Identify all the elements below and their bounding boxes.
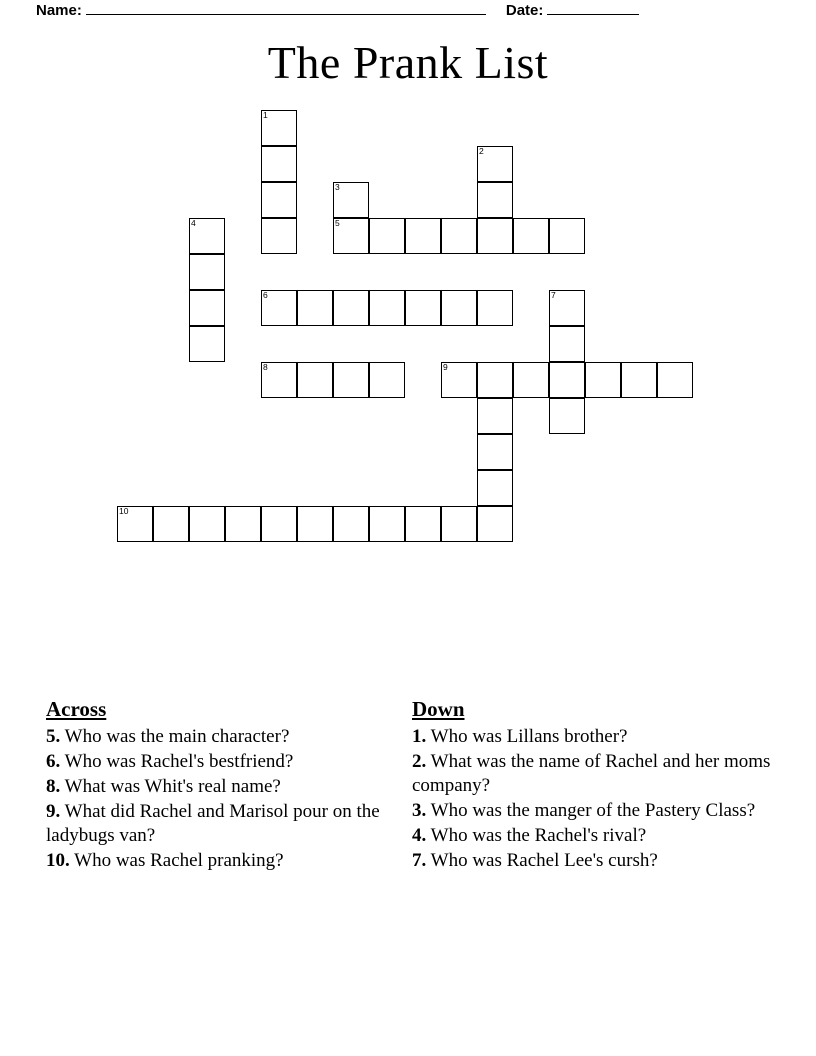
grid-cell-number: 7 (551, 290, 556, 300)
clue-number: 7. (412, 850, 427, 872)
grid-cell[interactable] (261, 182, 297, 218)
grid-cell[interactable] (297, 362, 333, 398)
grid-cell[interactable] (189, 290, 225, 326)
clue-text: Who was the main character? (60, 725, 290, 747)
grid-cell-number: 10 (119, 506, 129, 516)
grid-cell-number: 4 (191, 218, 196, 228)
grid-cell[interactable] (441, 218, 477, 254)
grid-cell[interactable] (549, 398, 585, 434)
clue-number: 10. (46, 850, 70, 872)
grid-cell[interactable] (261, 110, 297, 146)
name-blank-line[interactable] (86, 0, 486, 15)
grid-cell[interactable] (441, 290, 477, 326)
clue-text: Who was Rachel Lee's cursh? (426, 850, 658, 872)
across-clue-6 (46, 750, 386, 774)
grid-cell[interactable] (513, 362, 549, 398)
clues-section (46, 696, 776, 976)
grid-cell[interactable] (441, 362, 477, 398)
grid-cell-number: 8 (263, 362, 268, 372)
clue-number: 1. (412, 725, 427, 747)
clue-text: What was the name of Rachel and her moms company? (412, 750, 771, 796)
grid-cell[interactable] (477, 398, 513, 434)
down-clue-2 (412, 750, 772, 798)
grid-cell[interactable] (189, 326, 225, 362)
grid-cell[interactable] (333, 182, 369, 218)
grid-cell[interactable] (333, 506, 369, 542)
date-blank-line[interactable] (547, 0, 639, 15)
grid-cell[interactable] (441, 506, 477, 542)
down-clue-4 (412, 824, 772, 848)
across-clues-column (46, 696, 386, 874)
worksheet-header (36, 0, 780, 26)
grid-cell[interactable] (189, 218, 225, 254)
grid-cell[interactable] (369, 362, 405, 398)
down-heading: Down (412, 697, 465, 721)
grid-cell-number: 3 (335, 182, 340, 192)
grid-cell[interactable] (549, 218, 585, 254)
grid-cell[interactable] (585, 362, 621, 398)
grid-cell[interactable] (333, 218, 369, 254)
grid-cell[interactable] (549, 326, 585, 362)
clue-number: 4. (412, 825, 427, 847)
grid-cell[interactable] (189, 254, 225, 290)
clue-text: Who was Rachel pranking? (69, 850, 284, 872)
grid-cell[interactable] (261, 290, 297, 326)
grid-cell[interactable] (153, 506, 189, 542)
grid-cell[interactable] (477, 146, 513, 182)
grid-cell[interactable] (225, 506, 261, 542)
clue-text: Who was Lillans brother? (426, 725, 628, 747)
grid-cell[interactable] (405, 506, 441, 542)
clue-number: 3. (412, 800, 427, 822)
grid-cell[interactable] (297, 506, 333, 542)
grid-cell[interactable] (405, 290, 441, 326)
clue-text: Who was the manger of the Pastery Class? (426, 800, 756, 822)
grid-cell[interactable] (261, 146, 297, 182)
clue-text: Who was the Rachel's rival? (426, 825, 647, 847)
grid-cell[interactable] (549, 290, 585, 326)
down-clue-1 (412, 725, 772, 749)
grid-cell[interactable] (261, 218, 297, 254)
date-label: Date: (505, 2, 544, 19)
across-clue-list (46, 725, 386, 874)
grid-cell[interactable] (657, 362, 693, 398)
across-clue-9 (46, 800, 386, 848)
clue-text: What did Rachel and Marisol pour on the ladybugs van? (46, 801, 380, 847)
grid-cell[interactable] (405, 218, 441, 254)
grid-cell[interactable] (369, 290, 405, 326)
grid-cell[interactable] (261, 362, 297, 398)
grid-cell[interactable] (333, 362, 369, 398)
clue-number: 5. (46, 725, 61, 747)
across-clue-10 (46, 849, 386, 873)
across-clue-5 (46, 725, 386, 749)
grid-cell[interactable] (333, 290, 369, 326)
grid-cell-number: 5 (335, 218, 340, 228)
clue-text: Who was Rachel's bestfriend? (60, 750, 294, 772)
grid-cell[interactable] (477, 218, 513, 254)
grid-cell[interactable] (513, 218, 549, 254)
grid-cell-number: 1 (263, 110, 268, 120)
crossword-grid[interactable] (0, 110, 816, 550)
clue-text: What was Whit's real name? (60, 775, 281, 797)
grid-cell[interactable] (477, 470, 513, 506)
down-clues-column (412, 696, 772, 874)
grid-cell[interactable] (549, 362, 585, 398)
down-clue-list (412, 725, 772, 874)
grid-cell-number: 2 (479, 146, 484, 156)
grid-cell[interactable] (369, 218, 405, 254)
clue-number: 6. (46, 750, 61, 772)
grid-cell[interactable] (369, 506, 405, 542)
grid-cell[interactable] (621, 362, 657, 398)
grid-cell[interactable] (477, 182, 513, 218)
grid-cell-number: 6 (263, 290, 268, 300)
grid-cell[interactable] (261, 506, 297, 542)
grid-cell[interactable] (477, 506, 513, 542)
grid-cell[interactable] (297, 290, 333, 326)
clue-number: 2. (412, 750, 427, 772)
name-label: Name: (36, 2, 82, 19)
grid-cell[interactable] (477, 434, 513, 470)
grid-cell[interactable] (477, 362, 513, 398)
grid-cell[interactable] (189, 506, 225, 542)
clue-number: 8. (46, 775, 61, 797)
grid-cell[interactable] (117, 506, 153, 542)
down-clue-7 (412, 849, 772, 873)
clue-number: 9. (46, 801, 61, 823)
page-title: The Prank List (267, 37, 549, 88)
grid-cell-number: 9 (443, 362, 448, 372)
down-clue-3 (412, 799, 772, 823)
across-clue-8 (46, 775, 386, 799)
grid-cell[interactable] (477, 290, 513, 326)
across-heading: Across (46, 697, 107, 721)
